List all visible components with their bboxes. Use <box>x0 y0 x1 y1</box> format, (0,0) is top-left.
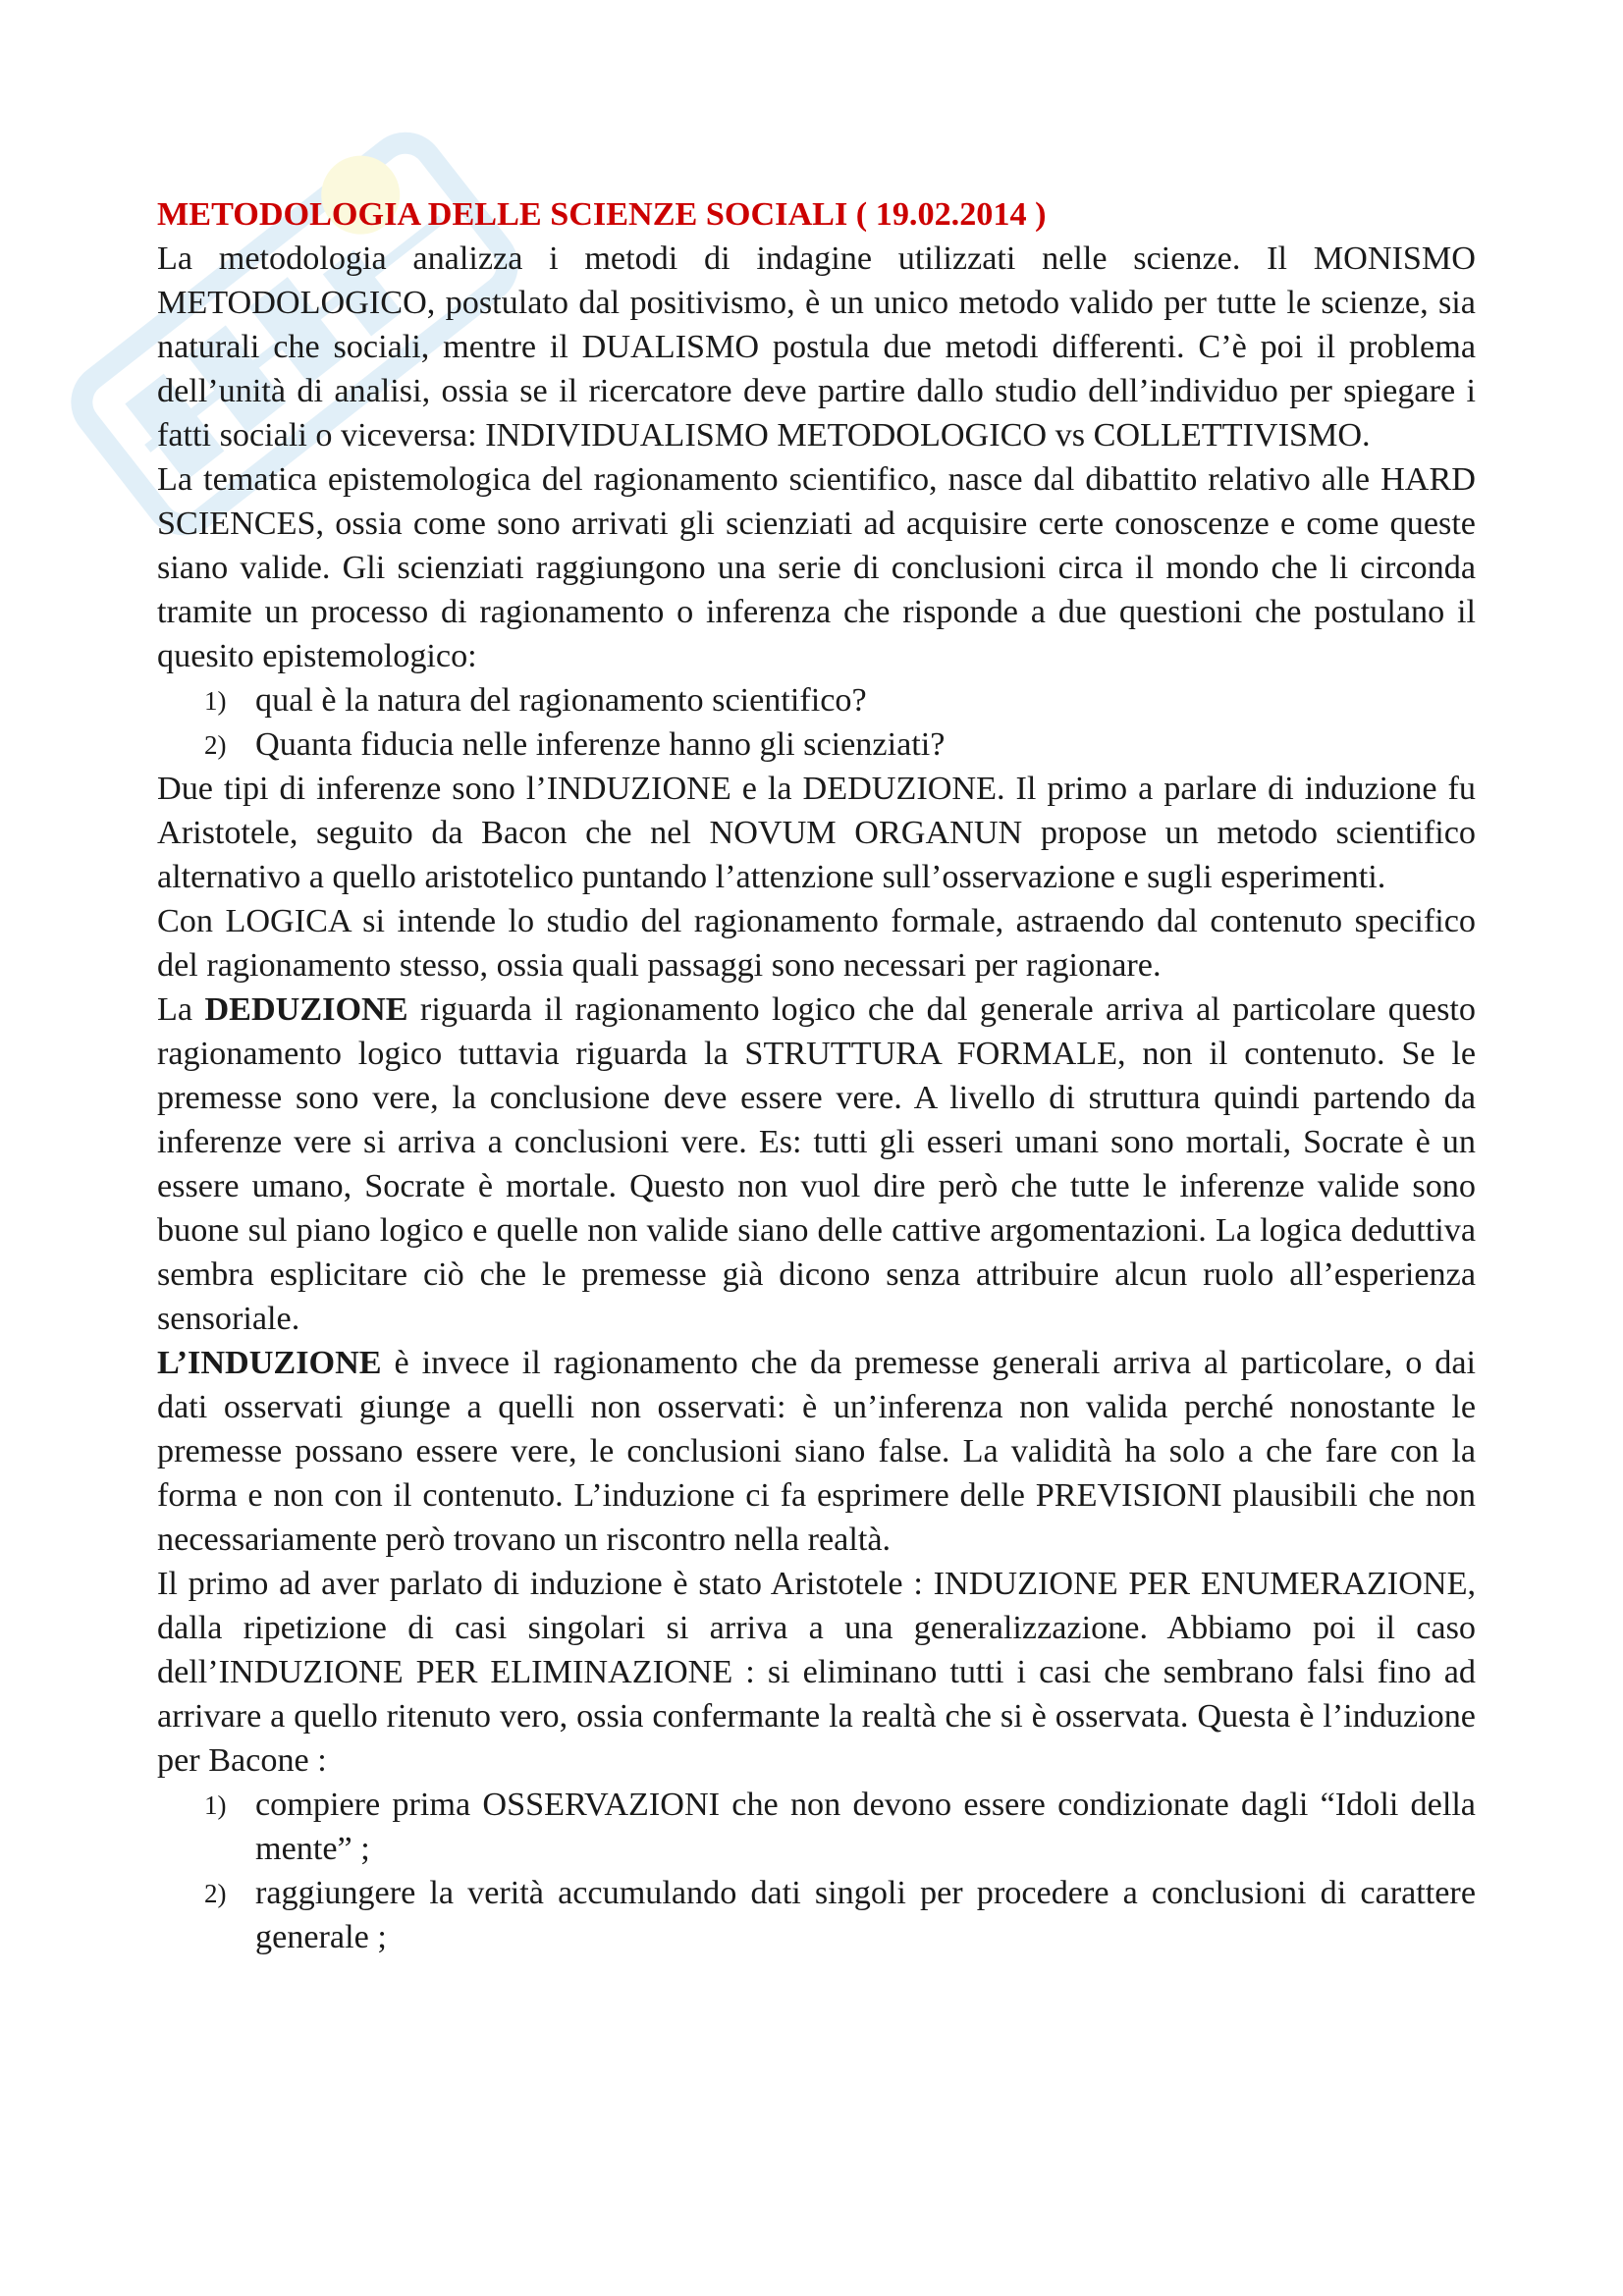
list-item-text: compiere prima OSSERVAZIONI che non devono essere condizionate dagli “Idoli della mente” ; <box>255 1787 1476 1867</box>
list-number: 2) <box>204 1879 227 1908</box>
paragraph-lead: La <box>157 991 205 1028</box>
list-item <box>157 678 1476 722</box>
paragraph-induzione <box>157 1341 1476 1562</box>
paragraph-logica: Con LOGICA si intende lo studio del ragionamento formale, astraendo dal contenuto specifico del ragionamento stesso, ossia quali passaggi sono necessari per ragionare. <box>157 903 1476 984</box>
list-item <box>157 1783 1476 1871</box>
term-deduzione: DEDUZIONE <box>204 991 408 1028</box>
list-item-text: Quanta fiducia nelle inferenze hanno gli scienziati? <box>255 726 946 763</box>
paragraph-text: è invece il ragionamento che da premesse generali arriva al particolare, o dai dati osservati giunge a quelli non osservati: è un’inferenza non valida perché nonostante le premesse possano essere vere, le conclusioni siano false. La validità ha solo a che fare con la forma e non con il contenuto. L’induzione ci fa esprimere delle PREVISIONI plausibili che non necessariamente però trovano un riscontro nella realtà. <box>157 1345 1476 1558</box>
term-induzione: L’INDUZIONE <box>157 1345 382 1381</box>
paragraph-deduzione <box>157 988 1476 1341</box>
paragraph-epistemologia: La tematica epistemologica del ragionamento scientifico, nasce dal dibattito relativo alle HARD SCIENCES, ossia come sono arrivati gli scienziati ad acquisire certe conoscenze e come queste siano valide. Gli scienziati raggiungono una serie di conclusioni circa il mondo che li circonda tramite un processo di ragionamento o inferenza che risponde a due questioni che postulano il quesito epistemologico: <box>157 461 1476 674</box>
list-item-text: qual è la natura del ragionamento scientifico? <box>255 682 867 719</box>
list-number: 1) <box>204 686 227 716</box>
page-title: METODOLOGIA DELLE SCIENZE SOCIALI ( 19.02.2014 ) <box>157 196 1047 233</box>
list-item <box>157 722 1476 767</box>
list-item-text: raggiungere la verità accumulando dati singoli per procedere a conclusioni di carattere generale ; <box>255 1875 1476 1955</box>
paragraph-inferenze: Due tipi di inferenze sono l’INDUZIONE e la DEDUZIONE. Il primo a parlare di induzione fu Aristotele, seguito da Bacon che nel NOVUM ORGANUN propose un metodo scientifico alternativo a quello aristotelico puntando l’attenzione sull’osservazione e sugli esperimenti. <box>157 771 1476 895</box>
list-number: 2) <box>204 730 227 760</box>
paragraph-aristotele: Il primo ad aver parlato di induzione è stato Aristotele : INDUZIONE PER ENUMERAZIONE, dalla ripetizione di casi singolari si arriva a una generalizzazione. Abbiamo poi il caso dell’INDUZIONE PER ELIMINAZIONE : si eliminano tutti i casi che sembrano falsi fino ad arrivare a quello ritenuto vero, ossia confermante la realtà che si è osservata. Questa è l’induzione per Bacone : <box>157 1566 1476 1779</box>
document-body <box>157 192 1476 1959</box>
bacone-steps-list <box>157 1783 1476 1959</box>
paragraph-metodologia: La metodologia analizza i metodi di indagine utilizzati nelle scienze. Il MONISMO METODOLOGICO, postulato dal positivismo, è un unico metodo valido per tutte le scienze, sia naturali che sociali, mentre il DUALISMO postula due metodi differenti. C’è poi il problema dell’unità di analisi, ossia se il ricercatore deve partire dallo studio dell’individuo per spiegare i fatti sociali o viceversa: INDIVIDUALISMO METODOLOGICO vs COLLETTIVISMO. <box>157 240 1476 454</box>
list-number: 1) <box>204 1790 227 1820</box>
list-item <box>157 1871 1476 1959</box>
paragraph-text: riguarda il ragionamento logico che dal generale arriva al particolare questo ragionamento logico tuttavia riguarda la STRUTTURA FORMALE, non il contenuto. Se le premesse sono vere, la conclusione deve essere vere. A livello di struttura quindi partendo da inferenze vere si arriva a conclusioni vere. Es: tutti gli esseri umani sono mortali, Socrate è un essere umano, Socrate è mortale. Questo non vuol dire però che tutte le inferenze valide sono buone sul piano logico e quelle non valide siano delle cattive argomentazioni. La logica deduttiva sembra esplicitare ciò che le premesse già dicono senza attribuire alcun ruolo all’esperienza sensoriale. <box>157 991 1477 1337</box>
questions-list <box>157 678 1476 767</box>
